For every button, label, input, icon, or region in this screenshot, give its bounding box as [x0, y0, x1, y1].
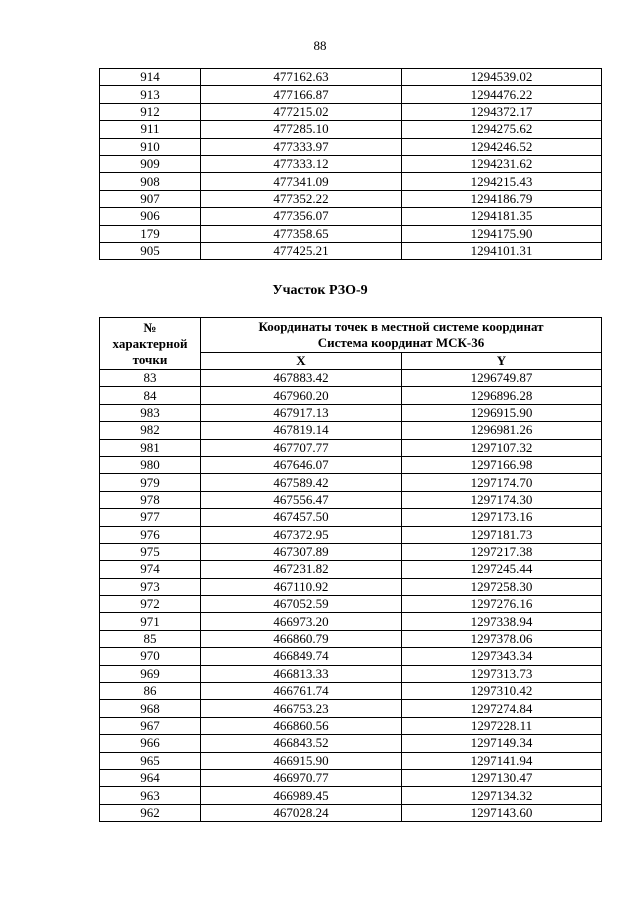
cell-point-number: 978: [100, 491, 201, 508]
table-row: [100, 648, 602, 665]
cell-y: 1297310.42: [402, 683, 602, 700]
table-row: [100, 370, 602, 387]
cell-y: 1296896.28: [402, 387, 602, 404]
table-row: [100, 422, 602, 439]
cell-x: 477356.07: [201, 208, 402, 225]
cell-x: 466849.74: [201, 648, 402, 665]
cell-x: 467646.07: [201, 456, 402, 473]
page-number: 88: [313, 38, 327, 53]
cell-point-number: 913: [100, 86, 201, 103]
header-x: X: [201, 353, 402, 370]
cell-y: 1294372.17: [402, 103, 602, 120]
cell-y: 1297276.16: [402, 596, 602, 613]
cell-y: 1296749.87: [402, 370, 602, 387]
cell-y: 1297174.70: [402, 474, 602, 491]
cell-point-number: 975: [100, 543, 201, 560]
cell-y: 1297228.11: [402, 717, 602, 734]
cell-y: 1297130.47: [402, 769, 602, 786]
table-row: [100, 69, 602, 86]
cell-point-number: 972: [100, 596, 201, 613]
table-row: [100, 387, 602, 404]
table-row: [100, 630, 602, 647]
cell-point-number: 977: [100, 509, 201, 526]
cell-y: 1297141.94: [402, 752, 602, 769]
table-row: [100, 173, 602, 190]
cell-point-number: 179: [100, 225, 201, 242]
cell-x: 477162.63: [201, 69, 402, 86]
cell-x: 466753.23: [201, 700, 402, 717]
cell-x: 467819.14: [201, 422, 402, 439]
table-row: [100, 208, 602, 225]
cell-x: 466843.52: [201, 735, 402, 752]
cell-y: 1294476.22: [402, 86, 602, 103]
table-row: [100, 103, 602, 120]
cell-y: 1296915.90: [402, 404, 602, 421]
cell-point-number: 907: [100, 190, 201, 207]
cell-y: 1294215.43: [402, 173, 602, 190]
header-point-line: №: [143, 319, 157, 335]
cell-x: 467052.59: [201, 596, 402, 613]
table-row: [100, 439, 602, 456]
cell-x: 477333.97: [201, 138, 402, 155]
cell-x: 466761.74: [201, 683, 402, 700]
cell-point-number: 85: [100, 630, 201, 647]
cell-x: 466860.56: [201, 717, 402, 734]
header-coordinates: [201, 318, 602, 353]
cell-point-number: 914: [100, 69, 201, 86]
cell-y: 1297338.94: [402, 613, 602, 630]
cell-point-number: 969: [100, 665, 201, 682]
cell-y: 1294101.31: [402, 242, 602, 259]
cell-point-number: 983: [100, 404, 201, 421]
cell-point-number: 962: [100, 804, 201, 821]
table-row: [100, 596, 602, 613]
table-row: [100, 717, 602, 734]
cell-y: 1294231.62: [402, 155, 602, 172]
cell-x: 466860.79: [201, 630, 402, 647]
cell-point-number: 968: [100, 700, 201, 717]
table-row: [100, 752, 602, 769]
coordinates-table-continued: [99, 68, 602, 260]
cell-y: 1297181.73: [402, 526, 602, 543]
table-row: [100, 613, 602, 630]
cell-y: 1297274.84: [402, 700, 602, 717]
cell-x: 467457.50: [201, 509, 402, 526]
cell-y: 1294186.79: [402, 190, 602, 207]
cell-x: 466970.77: [201, 769, 402, 786]
cell-point-number: 980: [100, 456, 201, 473]
cell-point-number: 909: [100, 155, 201, 172]
table-row: [100, 578, 602, 595]
cell-y: 1297107.32: [402, 439, 602, 456]
table-row: [100, 190, 602, 207]
cell-point-number: 912: [100, 103, 201, 120]
cell-point-number: 981: [100, 439, 201, 456]
table-row: [100, 787, 602, 804]
header-coordinates-line2: Система координат МСК-36: [317, 335, 485, 350]
table-row: [100, 735, 602, 752]
cell-y: 1297245.44: [402, 561, 602, 578]
cell-x: 466813.33: [201, 665, 402, 682]
cell-x: 467028.24: [201, 804, 402, 821]
cell-point-number: 964: [100, 769, 201, 786]
table-row: [100, 404, 602, 421]
cell-point-number: 83: [100, 370, 201, 387]
header-coordinates-line1: Координаты точек в местной системе координат: [258, 319, 544, 334]
cell-point-number: 967: [100, 717, 201, 734]
table-row: [100, 242, 602, 259]
table-row: [100, 543, 602, 560]
header-point-number: [100, 318, 201, 370]
section-title: Участок РЗО-9: [272, 283, 368, 298]
cell-point-number: 963: [100, 787, 201, 804]
cell-point-number: 966: [100, 735, 201, 752]
cell-x: 477333.12: [201, 155, 402, 172]
cell-y: 1297343.34: [402, 648, 602, 665]
cell-point-number: 974: [100, 561, 201, 578]
table-row: [100, 700, 602, 717]
cell-y: 1297149.34: [402, 735, 602, 752]
cell-y: 1297166.98: [402, 456, 602, 473]
cell-y: 1297378.06: [402, 630, 602, 647]
cell-point-number: 979: [100, 474, 201, 491]
cell-x: 466973.20: [201, 613, 402, 630]
cell-x: 477425.21: [201, 242, 402, 259]
cell-point-number: 971: [100, 613, 201, 630]
cell-y: 1297143.60: [402, 804, 602, 821]
cell-y: 1297313.73: [402, 665, 602, 682]
cell-x: 467556.47: [201, 491, 402, 508]
cell-x: 466989.45: [201, 787, 402, 804]
cell-y: 1297258.30: [402, 578, 602, 595]
cell-x: 477341.09: [201, 173, 402, 190]
cell-x: 477215.02: [201, 103, 402, 120]
cell-point-number: 965: [100, 752, 201, 769]
cell-x: 467372.95: [201, 526, 402, 543]
cell-point-number: 973: [100, 578, 201, 595]
cell-x: 467917.13: [201, 404, 402, 421]
table-row: [100, 121, 602, 138]
cell-y: 1297173.16: [402, 509, 602, 526]
cell-x: 477352.22: [201, 190, 402, 207]
cell-point-number: 976: [100, 526, 201, 543]
cell-x: 477166.87: [201, 86, 402, 103]
cell-point-number: 908: [100, 173, 201, 190]
cell-x: 466915.90: [201, 752, 402, 769]
table-row: [100, 491, 602, 508]
header-point-line: характерной: [112, 335, 188, 351]
table-row: [100, 86, 602, 103]
cell-point-number: 970: [100, 648, 201, 665]
table-row: [100, 665, 602, 682]
coordinates-table-rzo-9: [99, 317, 602, 822]
header-y: Y: [402, 353, 602, 370]
table-row: [100, 683, 602, 700]
cell-point-number: 86: [100, 683, 201, 700]
cell-y: 1294181.35: [402, 208, 602, 225]
cell-point-number: 910: [100, 138, 201, 155]
table-row: [100, 561, 602, 578]
cell-y: 1294175.90: [402, 225, 602, 242]
cell-x: 467883.42: [201, 370, 402, 387]
cell-y: 1294246.52: [402, 138, 602, 155]
cell-x: 467231.82: [201, 561, 402, 578]
cell-x: 477358.65: [201, 225, 402, 242]
table-row: [100, 456, 602, 473]
cell-point-number: 911: [100, 121, 201, 138]
table-row: [100, 138, 602, 155]
cell-y: 1297134.32: [402, 787, 602, 804]
cell-x: 467589.42: [201, 474, 402, 491]
table-row: [100, 225, 602, 242]
table-row: [100, 769, 602, 786]
cell-point-number: 905: [100, 242, 201, 259]
cell-y: 1294539.02: [402, 69, 602, 86]
cell-point-number: 906: [100, 208, 201, 225]
table-row: [100, 509, 602, 526]
table-row: [100, 474, 602, 491]
header-point-line: точки: [132, 351, 168, 367]
cell-x: 467707.77: [201, 439, 402, 456]
cell-y: 1296981.26: [402, 422, 602, 439]
cell-y: 1297217.38: [402, 543, 602, 560]
table-row: [100, 804, 602, 821]
cell-x: 467110.92: [201, 578, 402, 595]
table-row: [100, 526, 602, 543]
cell-x: 477285.10: [201, 121, 402, 138]
cell-x: 467960.20: [201, 387, 402, 404]
cell-x: 467307.89: [201, 543, 402, 560]
cell-point-number: 982: [100, 422, 201, 439]
cell-y: 1294275.62: [402, 121, 602, 138]
cell-point-number: 84: [100, 387, 201, 404]
table-row: [100, 155, 602, 172]
cell-y: 1297174.30: [402, 491, 602, 508]
